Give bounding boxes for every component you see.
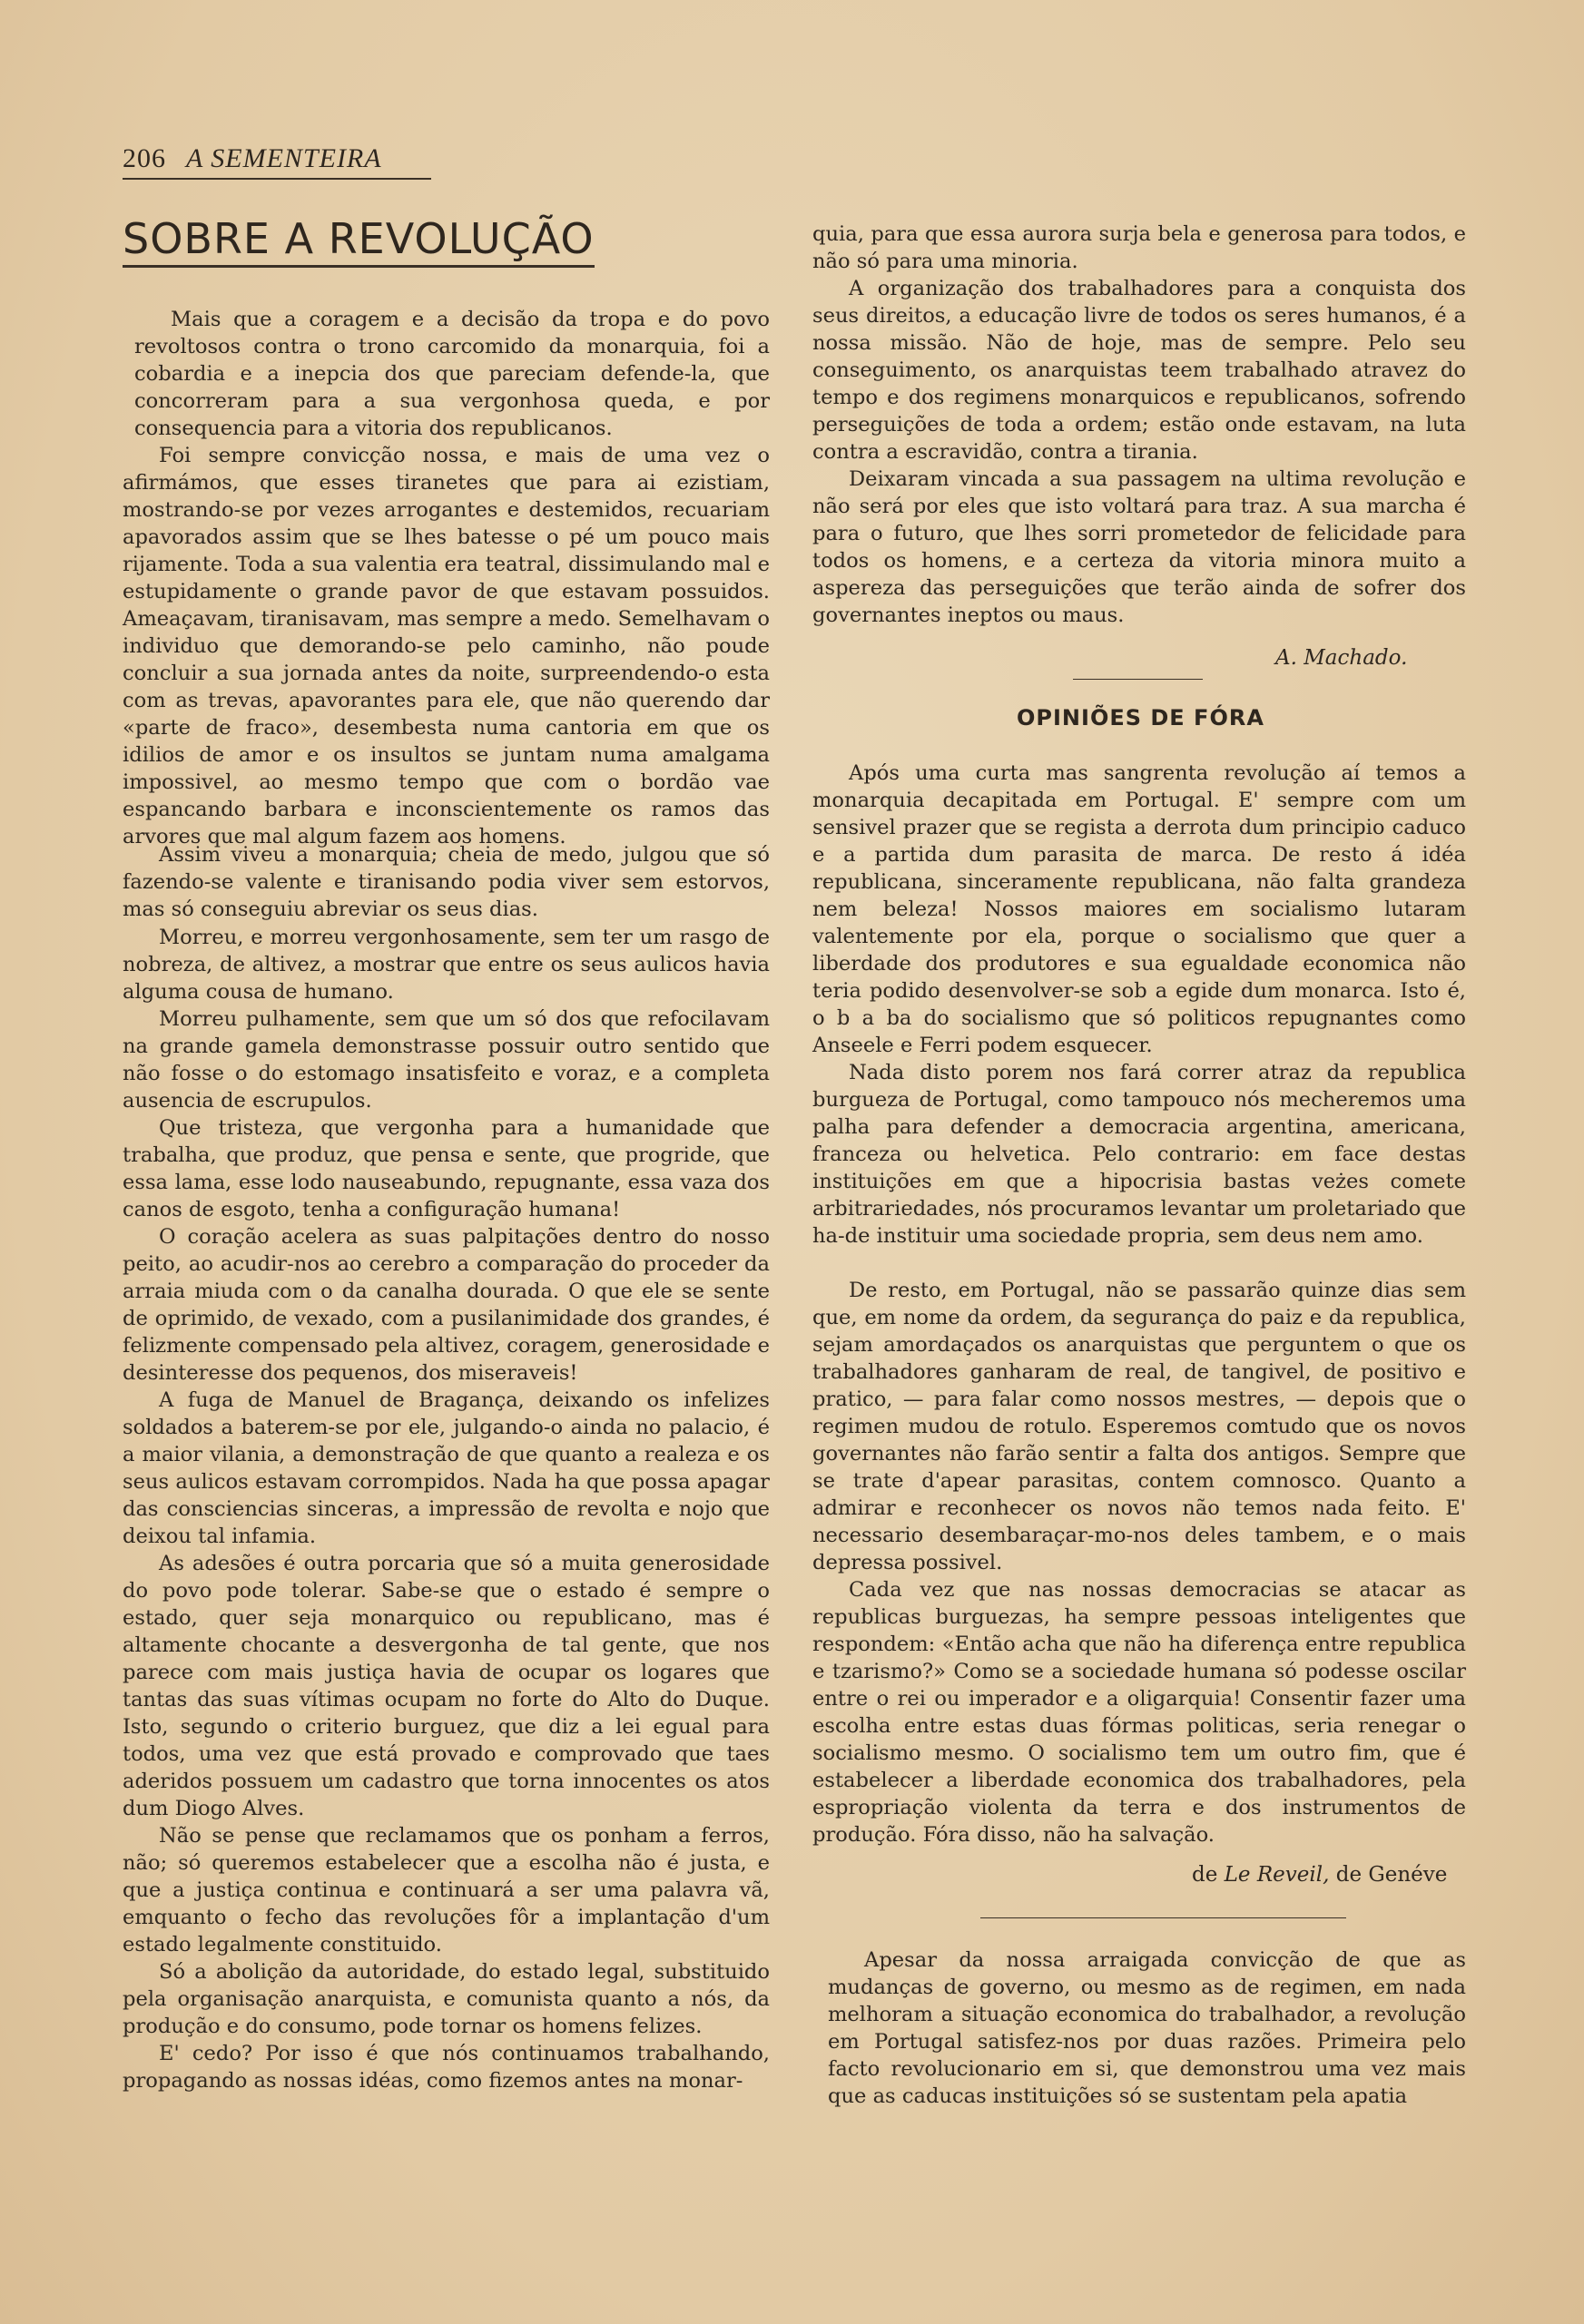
- paragraph: Assim viveu a monarquia; cheia de medo, julgou que só fazendo-se valente e tiranisando podia viver sem estorvos, mas só conseguiu abreviar os seus dias.: [123, 843, 770, 921]
- paragraph: E' cedo? Por isso é que nós continuamos trabalhando, propagando as nossas idéas, como fizemos antes na monar-: [123, 2042, 770, 2093]
- paragraph: As adesões é outra porcaria que só a muita generosidade do povo pode tolerar. Sabe-se que o estado é sempre o estado, quer seja monarquico ou republicano, mas é altamente chocante a desvergonha de tal gente, que nos parece com mais justiça havia de ocupar os logares que tantas das suas vítimas ocupam no forte do Alto do Duque. Isto, segundo o criterio burguez, que diz a lei egual para todos, uma vez que está provado e comprovado que taes aderidos possuem um cadastro que torna innocentes os atos dum Diogo Alves.: [123, 1552, 770, 1820]
- paragraph: Deixaram vincada a sua passagem na ultima revolução e não será por eles que isto voltará para traz. A sua marcha é para o futuro, que lhes sorri prometedor de felicidade para todos os homens, e a certeza da vitoria minora muito a aspereza das perseguições que terão ainda de sofrer dos governantes ineptos ou maus.: [812, 467, 1466, 627]
- paragraph: Morreu pulhamente, sem que um só dos que refocilavam na grande gamela demonstrasse possuir outro sentido que não fosse o do estomago insatisfeito e voraz, e a completa ausencia de escrupulos.: [123, 1007, 770, 1113]
- paragraph: Cada vez que nas nossas democracias se atacar as republicas burguezas, ha sempre pessoas inteligentes que respondem: «Então acha que não ha diferença entre republica e tzarismo?» Como se a sociedade humana só podesse oscilar entre o rei ou imperador e a oligarquia! Consentir fazer uma escolha entre estas duas fórmas politicas, seria renegar o socialismo mesmo. O socialismo tem um outro fim, que é estabelecer a liberdade economica dos trabalhadores, pela espropriação violenta da terra e dos instrumentos de produção. Fóra disso, não ha salvação.: [812, 1578, 1466, 1847]
- author-signature: A. Machado.: [1275, 646, 1408, 670]
- source-place: de Genéve: [1335, 1863, 1448, 1887]
- running-head: [123, 143, 431, 180]
- paragraph: A fuga de Manuel de Bragança, deixando os infelizes soldados a baterem-se por ele, julgando-o ainda no palacio, é a maior vilania, a demonstração de que quanto a realeza e os seus aulicos estavam corrompidos. Nada ha que possa apagar das consciencias sinceras, a impressão de revolta e nojo que deixou tal infamia.: [123, 1388, 770, 1548]
- paragraph: Nada disto porem nos fará correr atraz da republica burgueza de Portugal, como tampouco nós mecheremos uma palha para defender a democracia argentina, americana, franceza ou helvetica. Pelo contrario: em face destas instituições em que a hipocrisia bastas veżes comete arbitrariedades, nós procuramos levantar um proletariado que ha-de instituir uma sociedade propria, sem deus nem amo.: [812, 1061, 1466, 1248]
- publication-title: A SEMENTEIRA: [186, 143, 382, 173]
- section-title: OPINIÕES DE FÓRA: [1017, 705, 1264, 731]
- paragraph: De resto, em Portugal, não se passarão quinze dias sem que, em nome da ordem, da segurança do paiz e da republica, sejam amordaçados os anarquistas que perguntem o que os trabalhadores ganharam de real, de tangivel, de positivo e pratico, — para falar como nossos mestres, — depois que o regimen mudou de rotulo. Esperemos comtudo que os novos governantes não farão sentir a falta dos antigos. Sempre que se trate d'apear parasitas, contem comnosco. Quanto a admirar e reconhecer os novos não temos nada feito. E' necessario desembaraçar-mo-nos deles tambem, e o mais depressa possivel.: [812, 1279, 1466, 1574]
- paragraph: Não se pense que reclamamos que os ponham a ferros, não; só queremos estabelecer que a escolha não é justa, e que a justiça continua e continuará a ser uma palavra vã, emquanto o fecho das revoluções fôr a implantação d'um estado legalmente constituido.: [123, 1824, 770, 1956]
- paragraph: O coração acelera as suas palpitações dentro do nosso peito, ao acudir-nos ao cerebro a comparação do proceder da arraia miuda com o da canalha dourada. O que ele se sente de oprimido, de vexado, com a pusilanimidade dos grandes, é felizmente compensado pela altivez, coragem, generosidade e desinteresse dos pequenos, dos miseraveis!: [123, 1225, 770, 1385]
- page-number: 206: [123, 143, 166, 173]
- paragraph: quia, para que essa aurora surja bela e generosa para todos, e não só para uma minoria.: [812, 222, 1466, 273]
- paragraph: Após uma curta mas sangrenta revolução aí temos a monarquia decapitada em Portugal. E' sempre com um sensivel prazer que se regista a derrota dum principio caduco e a partida dum parasita de marca. De resto á idéa republicana, sinceramente republicana, não falta grandeza nem beleza! Nossos maiores em socialismo lutaram valentemente por ela, porque o socialismo que quer a liberdade dos produtores e sua egualdade economica não teria podido desenvolver-se sob a egide dum monarca. Isto é, o b a ba do socialismo que só politicos repugnantes como Anseele e Ferri podem esquecer.: [812, 761, 1466, 1057]
- paragraph: Mais que a coragem e a decisão da tropa e do povo revoltosos contra o trono carcomido da monarquia, foi a cobardia e a inepcia dos que pareciam defende-la, que concorreram para a sua vergonhosa queda, e por consequencia para a vitoria dos republicanos.: [134, 308, 770, 440]
- paragraph: A organização dos trabalhadores para a conquista dos seus direitos, a educação livre de todos os seres humanos, é a nossa missão. Não de hoje, mas de sempre. Pelo seu conseguimento, os anarquistas teem trabalhado atravez do tempo e dos regimens monarquicos e republicanos, sofrendo perseguições de toda a ordem; estão onde estavam, na luta contra a escravidão, contra a tirania.: [812, 277, 1466, 464]
- source-prefix: de: [1192, 1863, 1218, 1887]
- paragraph: Que tristeza, que vergonha para a humanidade que trabalha, que produz, que pensa e sente, que progride, que essa lama, esse lodo nauseabundo, repugnante, essa vaza dos canos de esgoto, tenha a configuração humana!: [123, 1116, 770, 1221]
- paragraph: Foi sempre convicção nossa, e mais de uma vez o afirmámos, que esses tiranetes que para ai ezistiam, mostrando-se por vezes arrogantes e destemidos, recuariam apavorados assim que se lhes batesse o pé um pouco mais rijamente. Toda a sua valentia era teatral, dissimulando mal e estupidamente o grande pavor de que estavam possuidos. Ameaçavam, tiranisavam, mas sempre a medo. Semelhavam o individuo que demorando-se pelo caminho, não poude concluir a sua jornada antes da noite, surpreendendo-o esta com as trevas, apavorantes para ele, que não querendo dar «parte de fraco», desembesta numa cantoria em que os idilios de amor e os insultos se juntam numa amalgama impossivel, ao mesmo tempo que com o bordão vae espancando barbara e inconscientemente os ramos das arvores que mal algum fazem aos homens.: [123, 444, 770, 848]
- source-name: Le Reveil,: [1224, 1863, 1330, 1887]
- paragraph: Só a abolição da autoridade, do estado legal, substituido pela organisação anarquista, e comunista quanto a nós, da produção e do consumo, pode tornar os homens felizes.: [123, 1960, 770, 2038]
- paragraph: Apesar da nossa arraigada convicção de que as mudanças de governo, ou mesmo as de regimen, em nada melhoram a situação economica do trabalhador, a revolução em Portugal satisfez-nos por duas razões. Primeira pelo facto revolucionario em si, que demonstrou uma vez mais que as caducas instituições só se sustentam pela apatia: [828, 1948, 1466, 2108]
- article-title: SOBRE A REVOLUÇÃO: [123, 214, 595, 268]
- section-divider: [1073, 679, 1203, 680]
- source-credit: [1192, 1863, 1447, 1887]
- section-divider: [980, 1917, 1346, 1918]
- paragraph: Morreu, e morreu vergonhosamente, sem ter um rasgo de nobreza, de altivez, a mostrar que entre os seus aulicos havia alguma cousa de humano.: [123, 926, 770, 1004]
